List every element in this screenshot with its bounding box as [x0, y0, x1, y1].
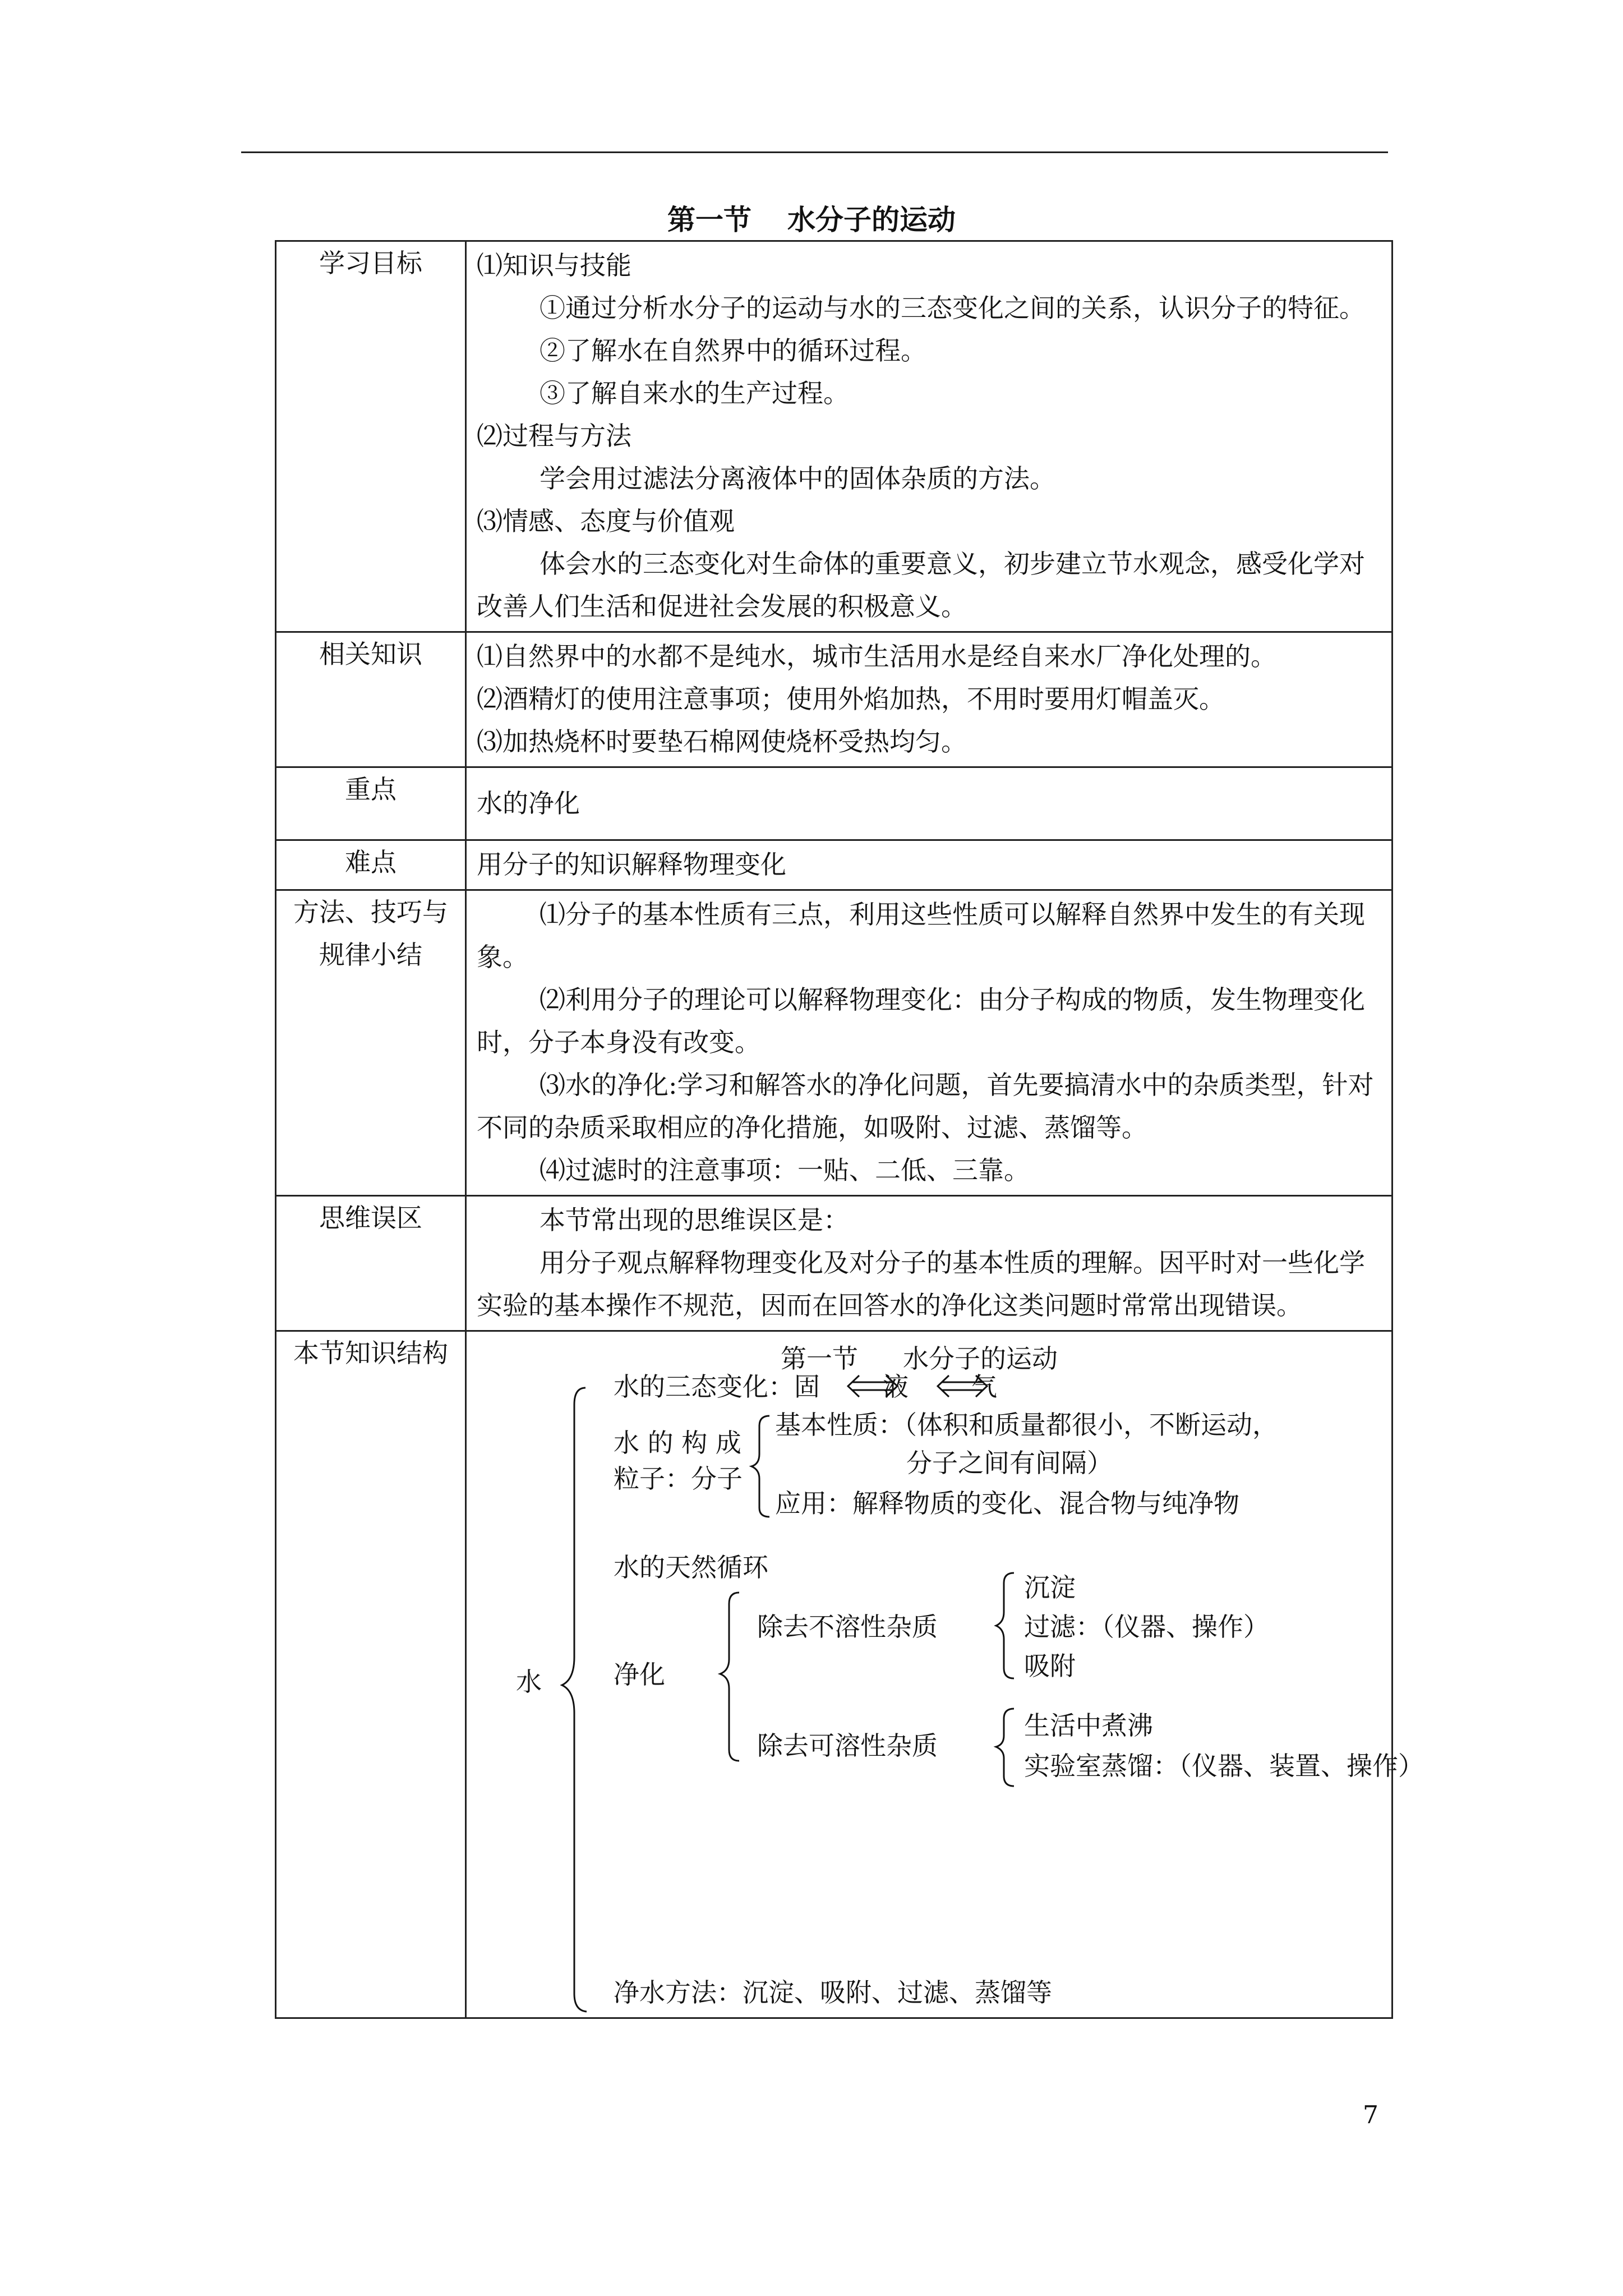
goals-line: ①通过分析水分子的运动与水的三态变化之间的关系，认识分子的特征。: [540, 293, 1365, 323]
soluble: 除去可溶性杂质: [757, 1731, 938, 1761]
three-states-gas: 气: [971, 1372, 997, 1402]
row-label-key: 重点: [276, 767, 466, 840]
table-row: [276, 241, 1393, 632]
application: 应用：解释物质的变化、混合物与纯净物: [775, 1488, 1239, 1519]
root-brace: [562, 1388, 587, 2012]
composition-line2: 粒子：分子: [614, 1464, 743, 1494]
table-row: [276, 840, 1393, 890]
goals-line: ⑵过程与方法: [477, 421, 631, 451]
boiling: 生活中煮沸: [1024, 1710, 1153, 1741]
methods-line: ⑶水的净化:学习和解答水的净化问题，首先要搞清水中的杂质类型，针对不同的杂质采取相应的净化措施，如吸附、过滤、蒸馏等。: [477, 1070, 1374, 1143]
mistakes-content: [466, 1196, 1393, 1331]
row-label-methods: 方法、技巧与规律小结: [276, 890, 466, 1196]
related-line: ⑵酒精灯的使用注意事项；使用外焰加热，不用时要用灯帽盖灭。: [477, 684, 1225, 714]
mistakes-line: 本节常出现的思维误区是：: [540, 1205, 849, 1235]
three-states-prefix: 水的三态变化：固: [614, 1372, 820, 1402]
methods-content: [466, 890, 1393, 1196]
natural-cycle: 水的天然循环: [614, 1552, 768, 1582]
insoluble-brace: [996, 1573, 1014, 1678]
basic-property-1: 基本性质：（体积和质量都很小，不断运动，: [775, 1410, 1278, 1440]
purification-brace: [720, 1593, 739, 1761]
table-row: [276, 1331, 1393, 2018]
related-content: [466, 632, 1393, 767]
related-line: ⑴自然界中的水都不是纯水，城市生活用水是经自来水厂净化处理的。: [477, 641, 1276, 671]
row-label-structure: 本节知识结构: [276, 1331, 466, 2018]
table-row: [276, 1196, 1393, 1331]
title-section: 第一节: [667, 203, 751, 236]
lesson-table: [275, 240, 1424, 2019]
goals-line: ⑶情感、态度与价值观: [477, 506, 735, 536]
methods-line: ⑵利用分子的理论可以解释物理变化：由分子构成的物质，发生物理变化时，分子本身没有改变。: [477, 984, 1365, 1057]
soluble-brace: [996, 1709, 1014, 1786]
table-row: [276, 890, 1393, 1196]
row-label-mistakes: 思维误区: [276, 1196, 466, 1331]
row-label-difficult: 难点: [276, 840, 466, 890]
related-line: ⑶加热烧杯时要垫石棉网使烧杯受热均匀。: [477, 726, 967, 757]
goals-line: 学会用过滤法分离液体中的固体杂质的方法。: [540, 463, 1055, 494]
molecule-brace: [751, 1416, 769, 1517]
three-states: [614, 1370, 997, 1404]
goals-content: [466, 241, 1393, 632]
row-label-related: 相关知识: [276, 632, 466, 767]
methods-line: ⑷过滤时的注意事项：一贴、二低、三靠。: [540, 1155, 1030, 1185]
adsorption: 吸附: [1024, 1651, 1076, 1681]
structure-root: 水: [516, 1667, 542, 1697]
goals-line: ⑴知识与技能: [477, 250, 631, 280]
filtration: 过滤：（仪器、操作）: [1024, 1612, 1269, 1642]
mistakes-line: 用分子观点解释物理变化及对分子的基本性质的理解。因平时对一些化学实验的基本操作不规范，因而在回答水的净化这类问题时常常出现错误。: [477, 1248, 1365, 1320]
key-content: 水的净化: [466, 767, 1393, 840]
structure-heading-section: 第一节: [781, 1343, 858, 1374]
basic-property-2: 分子之间有间隔）: [906, 1448, 1113, 1478]
purification: 净化: [614, 1659, 665, 1690]
page-title: [0, 197, 1623, 238]
purification-methods: 净水方法：沉淀、吸附、过滤、蒸馏等: [614, 1977, 1052, 2008]
goals-line: 体会水的三态变化对生命体的重要意义，初步建立节水观念，感受化学对改善人们生活和促进社会发展的积极意义。: [477, 549, 1365, 622]
difficult-content: 用分子的知识解释物理变化: [466, 840, 1393, 890]
three-states-liquid: 液: [883, 1372, 909, 1402]
title-topic: 水分子的运动: [787, 203, 956, 236]
table-row: [276, 767, 1393, 840]
composition-line1: 水 的 构 成: [614, 1428, 741, 1458]
structure-heading-topic: 水分子的运动: [903, 1343, 1058, 1374]
insoluble: 除去不溶性杂质: [757, 1612, 938, 1642]
methods-line: ⑴分子的基本性质有三点，利用这些性质可以解释自然界中发生的有关现象。: [477, 899, 1365, 972]
table-row: [276, 632, 1393, 767]
goals-line: ②了解水在自然界中的循环过程。: [540, 335, 926, 366]
row-label-goals: 学习目标: [276, 241, 466, 632]
distillation: 实验室蒸馏：（仪器、装置、操作）: [1024, 1751, 1424, 1781]
page-number: 7: [1363, 2101, 1378, 2129]
goals-line: ③了解自来水的生产过程。: [540, 378, 849, 408]
sediment: 沉淀: [1024, 1572, 1076, 1603]
knowledge-structure: [466, 1331, 1424, 2018]
header-rule: [241, 151, 1388, 153]
